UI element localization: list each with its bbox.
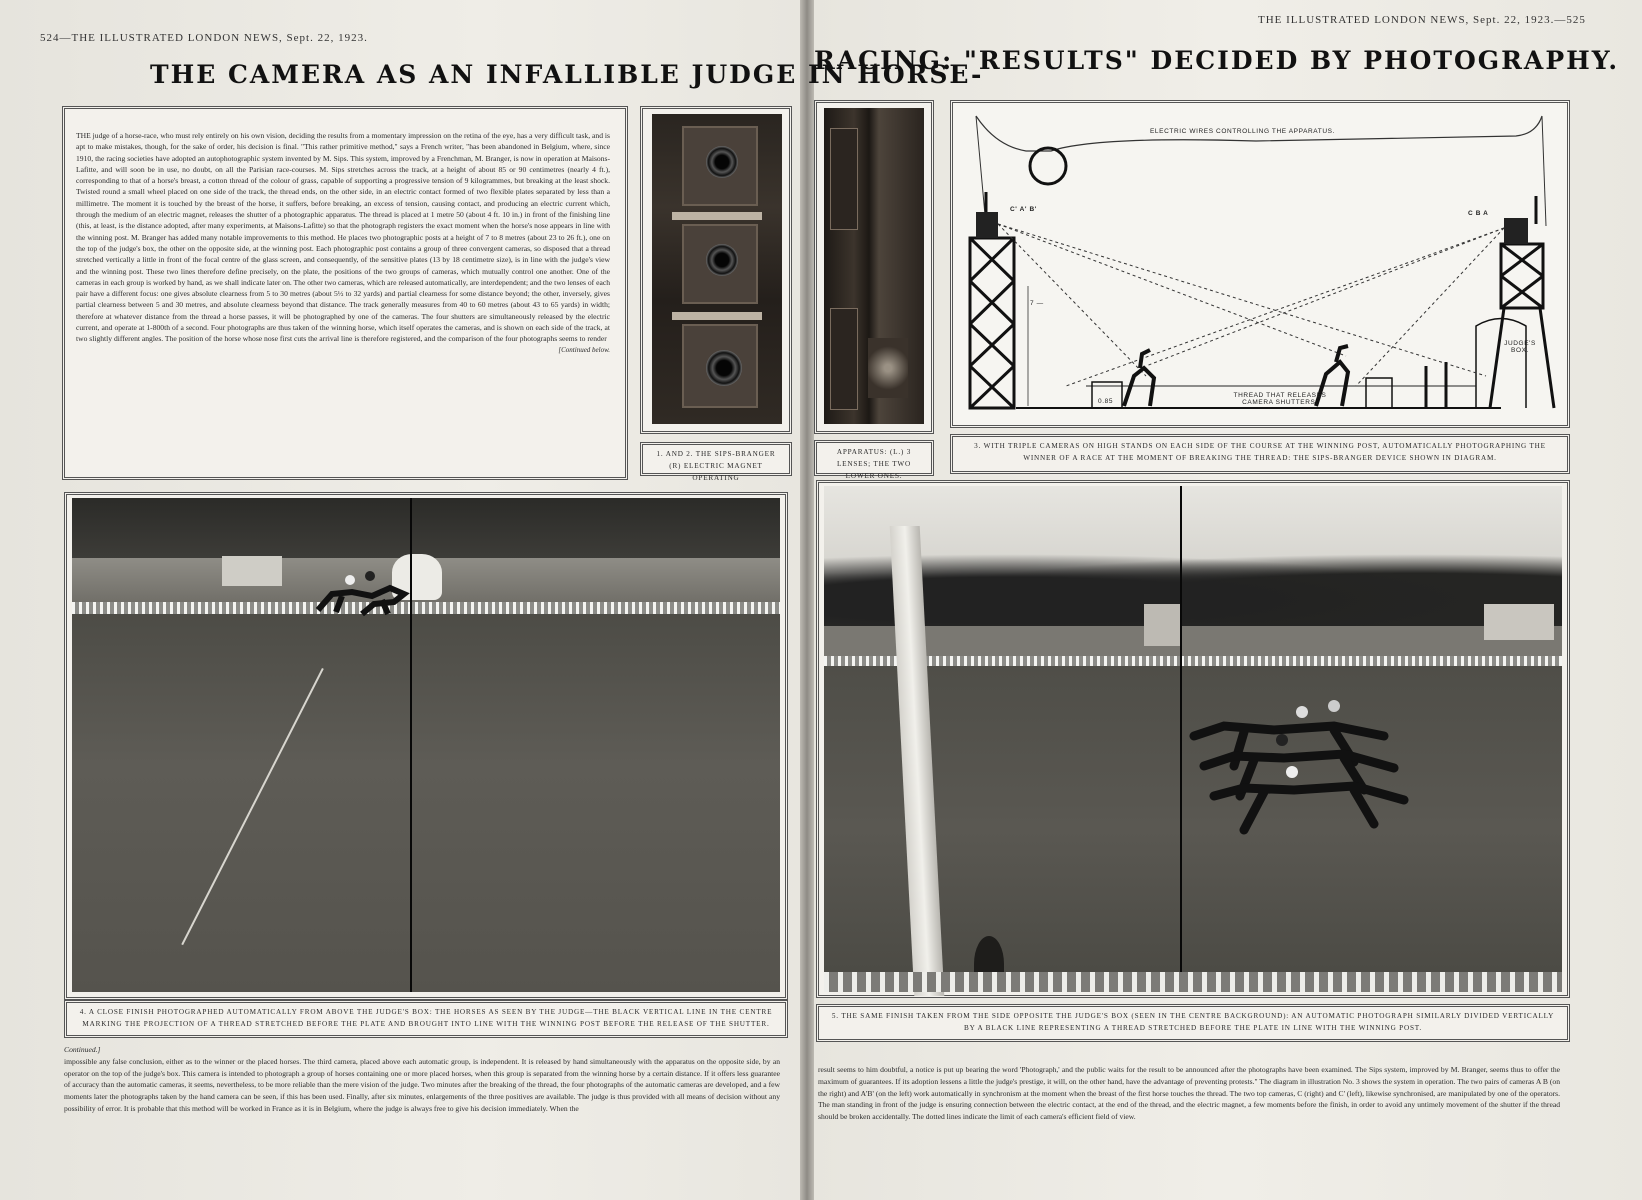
- judges-box-label: JUDGE'S BOX.: [1504, 340, 1536, 354]
- apparatus-column: [830, 128, 858, 230]
- electric-magnet: [868, 338, 908, 398]
- stand-area: [824, 626, 1562, 660]
- sips-branger-diagram: [956, 106, 1564, 422]
- foreground-rail: [824, 972, 1562, 992]
- rail-fence: [824, 656, 1562, 666]
- judges-box-photo: [1144, 604, 1180, 646]
- wire-reel-icon: [1030, 148, 1066, 184]
- camera-plate: [672, 312, 762, 320]
- tree-line: [824, 546, 1562, 636]
- close-finish-photo: [72, 498, 780, 992]
- camera-unit-top: [682, 126, 758, 206]
- camera-unit-middle: [682, 224, 758, 304]
- headline-left: THE CAMERA AS AN INFALLIBLE JUDGE IN HORSE-: [150, 60, 984, 89]
- page-gutter: [800, 0, 814, 1200]
- camera-field-lines: [998, 224, 1504, 386]
- caption-5: 5. THE SAME FINISH TAKEN FROM THE SIDE OPPOSITE THE JUDGE'S BOX (SEEN IN THE CENTRE BACKGROUND): AN AUTOMATIC PHOTOGRAPH SIMILARLY DIVIDED VERTICALLY BY A BLACK LINE REPRESENTING A THREAD STRETCHED BEFORE THE PLATE IN LINE WITH THE WINNING POST.: [816, 1004, 1570, 1042]
- camera-apparatus-photo: [652, 114, 782, 424]
- shed: [222, 556, 282, 586]
- thread-projection-line: [1180, 486, 1182, 992]
- camera-plate: [672, 212, 762, 220]
- apparatus-column: [830, 308, 858, 410]
- left-tower: [970, 238, 1014, 408]
- turf: [72, 614, 780, 992]
- horses-group: [312, 566, 422, 618]
- thread-label: THREAD THAT RELEASES CAMERA SHUTTERS.: [1233, 392, 1327, 406]
- right-running-head: THE ILLUSTRATED LONDON NEWS, Sept. 22, 1923.—525: [1258, 14, 1586, 26]
- right-camera-group: [1504, 218, 1528, 244]
- article-body: [76, 130, 610, 470]
- left-camera-letters: C' A' B': [1010, 206, 1037, 213]
- caption-apparatus: APPARATUS: (L.) 3 LENSES; THE TWO LOWER ONES.: [814, 440, 934, 476]
- continued-note: [Continued below.: [558, 345, 610, 354]
- thread-post-right: [1366, 378, 1392, 408]
- side-finish-photo: [824, 486, 1562, 992]
- caption-1-2: 1. AND 2. THE SIPS-BRANGER (R) ELECTRIC MAGNET OPERATING: [640, 442, 792, 476]
- headline-right: RACING: "RESULTS" DECIDED BY PHOTOGRAPHY.: [814, 46, 1620, 75]
- camera-unit-bottom: [682, 324, 758, 408]
- electric-wire: [1542, 116, 1546, 226]
- right-tower: [1490, 244, 1554, 408]
- caption-3: 3. WITH TRIPLE CAMERAS ON HIGH STANDS ON EACH SIDE OF THE COURSE AT THE WINNING POST, AUTOMATICALLY PHOTOGRAPHING THE WINNER OF A RACE AT THE MOMENT OF BREAKING THE THREAD: THE SIPS-BRANGER DEVICE SHOWN IN DIAGRAM.: [950, 434, 1570, 474]
- article-text: THE judge of a horse-race, who must rely entirely on his own vision, deciding the results from a momentary impression on the retina of the eye, has a very difficult task, and is apt to make mistakes, though, for the sake of order, his decision is final. "This rather primitive method," says a French writer, "has been abandoned in Belgium, where, since 1910, the racing societies have adopted an autophotographic system invented by M. Sips. This system, improved by a Frenchman, M. Branger, is now in operation at Maisons-Lafitte, and will soon be in use, no doubt, on all the Parisian race-courses. M. Sips stretches across the track, at a height of about 85 or 90 centimetres (nearly 4 ft.), corresponding to that of a horse's breast, a cotton thread of the colour of grass, capable of supporting a progressive tension of 9 kilogrammes, but breaking at the least shock. Twisted round a small wheel placed on one side of the track, the thread ends, on the other side, in an electric contact formed of two flexible plates separated by less than a millimetre. The moment it is touched by the breast of the horse, it suffers, before breaking, an excess of tension, causing contact, and producing an electric current which, through the medium of an electric magnet, releases the shutter of a photographic apparatus. The thread is placed at 1 metre 50 (about 4 ft. 10 in.) in front of the finishing line (this, at least, is the distance adopted, after many experiments, at Maisons-Lafitte) so that the photograph registers the exact moment when the horse's nose appears in line with the winning post. M. Branger has added many notable improvements to this method. He places two photographic posts at a height of 7 to 8 metres (about 23 to 26 ft.), one on the top of the judge's box, the other on the opposite side, at the winning post. Each photographic post contains a group of three convergent cameras, so disposed that a thread stretched vertically a little in front of the focal centre of the glass screen, and consequently, of the sensitive plates (13 by 18 centimetre size), is in line with the judge's view and the winning post. These two lines therefore define precisely, on the plate, the positions of the two groups of cameras, which mutually control one another. One of the cameras in each group is worked by hand, as we shall indicate later on. The other two cameras, which are released automatically, are interdependent; and the two lenses of each pair have a different focus: one gives absolute clearness from 5 to 30 metres (about 5½ to 32 yards) and partial clearness for some distance beyond; the other, inversely, gives partial clearness between 5 and 30 metres, and absolute clearness beyond that distance. The track generally measures from 40 to 60 metres (about 43 to 65 yards) in width; therefore at whatever distance from the thread a horse passes, it will be photographed by one of the cameras. The four shutters are simultaneously released by the electric current, and operate at 1-800th of a second. Four photographs are thus taken of the winning horse, which itself operates the cameras, and is shown on each side of the track, at two slightly different angles. The position of the horse whose nose first cuts the arrival line is therefore registered, and the comparison of the four photographs seems to render: [76, 131, 610, 344]
- right-continued-text: result seems to him doubtful, a notice is put up bearing the word 'Photograph,' and the public waits for the result to be announced after the photographs have been examined. The Sips system, improved by M. Branger, seems thus to offer the maximum of guarantees. If its adoption lessens a little the judge's prestige, it will, on the other hand, have the advantage of preventing protests." The diagram in illustration No. 3 shows the system in operation. The two pairs of cameras A B (on the right) and A'B' (on the left) work automatically in synchronism at the moment when the breast of the first horse touches the thread. The two top cameras, C (right) and C' (left), likewise synchronised, are manipulated by one of the operators. The man standing in front of the judge is ensuring connection between the electric contact, at the end of the thread, and the electric magnet, a few moments before the finish, in order to avoid any untimely movement of the shutter if the thread should be broken accidentally. The dotted lines indicate the limit of each camera's efficient field of view.: [818, 1065, 1560, 1122]
- apparatus-side-photo: [824, 108, 924, 424]
- left-continued-text: [64, 1044, 780, 1154]
- wires-label: ELECTRIC WIRES CONTROLLING THE APPARATUS.: [1150, 128, 1335, 135]
- tree-line: [72, 498, 780, 558]
- left-running-head: 524—THE ILLUSTRATED LONDON NEWS, Sept. 22, 1923.: [40, 32, 368, 44]
- measure-label: 0.85: [1098, 398, 1114, 405]
- continued-label: Continued.]: [64, 1045, 101, 1054]
- lens-icon: [706, 244, 738, 276]
- caption-4: 4. A CLOSE FINISH PHOTOGRAPHED AUTOMATICALLY FROM ABOVE THE JUDGE'S BOX: THE HORSES AS SEEN BY THE JUDGE—THE BLACK VERTICAL LINE IN THE CENTRE MARKING THE PROJECTION OF A THREAD STRETCHED BEFORE THE PLATE AND BROUGHT INTO LINE WITH THE WINNING POST BEFORE THE RELEASE OF THE SHUTTER.: [64, 1000, 788, 1038]
- pavilion: [1484, 604, 1554, 640]
- left-bottom-text: impossible any false conclusion, either as to the winner or the placed horses. The third camera, placed above each automatic group, is independent. It is released by hand simultaneously with the apparatus on the opposite side, by an operator on the top of the judge's box. This camera is intended to photograph a group of horses containing one or more placed horses, when this group is separated from the winning horse by a certain distance. If it offers less guarantee of accuracy than the automatic cameras, it seems, nevertheless, to be more reliable than the mere vision of the judge. Two minutes after the breaking of the thread, the four photographs of the automatic cameras are developed, and a few moments later the photographs taken by the hand camera can be seen, if this has been used. Finally, after six minutes, enlargements of the three positives are available. The judge is thus provided with all means of decision without any possibility of error. It is probable that this method will be worked in France as it is in Belgium, where the judge is always free to give his decision immediately. When the: [64, 1056, 780, 1113]
- lens-icon: [706, 350, 742, 386]
- right-camera-letters: C B A: [1468, 210, 1489, 217]
- height-label: 7 —: [1030, 300, 1044, 307]
- thread-projection-line: [410, 498, 412, 992]
- lens-icon: [706, 146, 738, 178]
- horses-field: [1184, 696, 1424, 856]
- left-camera-group: [976, 212, 998, 238]
- rail-fence: [72, 602, 780, 614]
